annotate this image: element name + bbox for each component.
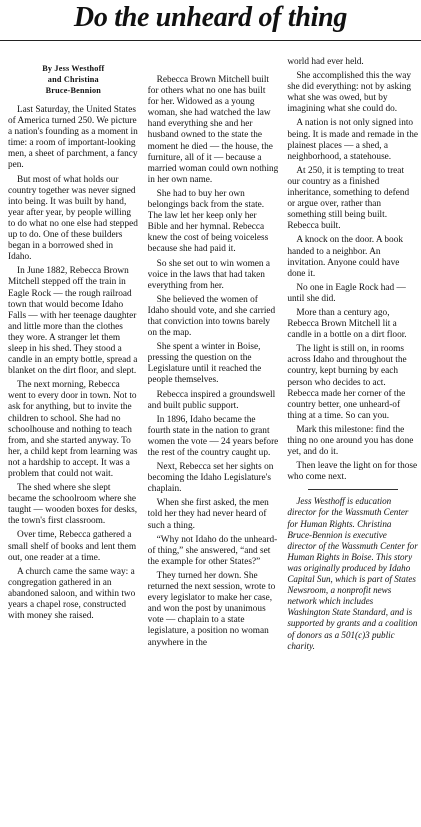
paragraph: Mark this milestone: find the thing no one around you has done yet, and do it. — [287, 424, 414, 458]
paragraph: The shed where she slept became the schoolroom where she taught — wooden boxes for desks, the town's first classroom. — [8, 483, 138, 527]
headline-rule — [0, 40, 421, 41]
paragraph: So she set out to win women a voice in the laws that had taken everything from her. — [147, 258, 271, 291]
paragraph: They turned her down. She returned the next session, wrote to every legislator to make her case, and won the post by unanimous vote — chaplain to a state legislature, a position no woman anywhere in the — [147, 570, 276, 648]
paragraph: In June 1882, Rebecca Brown Mitchell stepped off the train in Eagle Rock — the rough railroad town that would become Idaho Falls — with her teenage daughter and little more than the clothes they wore. A stranger let them sleep in his shed. They stood a candle in an empty bottle, spread a blanket on the dirt floor, and slept. — [8, 266, 138, 377]
paragraph: Next, Rebecca set her sights on becoming the Idaho Legislature's chaplain. — [147, 462, 274, 495]
column-3 — [287, 57, 418, 823]
paragraph: She had to buy her own belongings back from the state. The law let her keep only her Bible and her hymnal. Rebecca knew the cost of being voiceless because she had paid it. — [147, 188, 269, 255]
author-bio-text: Jess Westhoff is education director for the Wassmuth Center for Human Rights. Christina Bruce-Bennion is executive director of the Wassmuth Center for Human Rights in Boise. This story was originally produced by Idaho Capital Sun, which is part of States Newsroom, a nonprofit news network which includes Washington State Standard, and is supported by grants and a coalition of donors as a 501(c)3 public charity. — [287, 496, 418, 651]
paragraph: When she first asked, the men told her they had never heard of such a thing. — [147, 498, 269, 531]
paragraph: She believed the women of Idaho should vote, and she carried that conviction into towns barely on the map. — [147, 294, 276, 339]
column-1 — [8, 63, 139, 823]
paragraph: But most of what holds our country together was never signed into being. It was built by hand, year after year, by people willing to do what no one else had stepped up to do. One of these builders began in a borrowed shed in Idaho. — [8, 174, 138, 263]
paragraph: world had ever held. — [287, 57, 364, 67]
author-bio — [287, 496, 418, 651]
byline-line-2: and Christina — [47, 75, 99, 84]
paragraph: Rebecca Brown Mitchell built for others what no one has built for her. Widowed as a young woman, she had watched the law hand everything she and her husband owned to the state the moment he died — the house, the furniture, all of it — because a married woman could own nothing in her own name. — [147, 75, 279, 185]
paragraph: A church came the same way: a congregation gathered in an abandoned saloon, and within two years a chapel rose, constructed with money she raised. — [8, 566, 136, 622]
paragraph: The light is still on, in rooms across Idaho and throughout the country, kept burning by each person who decides to act. Rebecca made her corner of the country better, one unheard-of thing at a time. So can you. — [287, 344, 407, 421]
paragraph: “Why not Idaho do the unheard-of thing,” she answered, “and set the example for other States?” — [147, 534, 278, 567]
paragraph: No one in Eagle Rock had — until she did. — [287, 282, 406, 304]
paragraph: Last Saturday, the United States of America turned 250. We picture a nation's founding as a moment in time: a room of important-looking men, a sheet of parchment, a fancy pen. — [8, 105, 138, 171]
paragraph: Over time, Rebecca gathered a small shelf of books and lent them out, one reader at a time. — [8, 530, 137, 563]
paragraph: More than a century ago, Rebecca Brown Mitchell lit a candle in a bottle on a dirt floor. — [287, 307, 407, 341]
paragraph: At 250, it is tempting to treat our country as a finished inheritance, something to defend or argue over, rather than something still being built. Rebecca built. — [287, 165, 410, 232]
paragraph: In 1896, Idaho became the fourth state in the nation to grant women the vote — 24 years before the rest of the country caught up. — [147, 414, 279, 458]
paragraph: She spent a winter in Boise, pressing the question on the Legislature until it reached the people themselves. — [147, 342, 262, 386]
paragraph: Then leave the light on for those who come next. — [287, 461, 418, 483]
article-columns — [8, 57, 418, 823]
paragraph: A nation is not only signed into being. It is made and remade in the plainest places — a shed, a neighborhood, a statehouse. — [287, 118, 418, 162]
byline — [8, 63, 139, 96]
byline-line-1: By Jess Westhoff — [42, 64, 105, 73]
paragraph: Rebecca inspired a groundswell and built public support. — [147, 389, 276, 411]
column-2 — [148, 75, 279, 823]
headline: Do the unheard of thing — [73, 2, 348, 33]
byline-line-3: Bruce-Bennion — [45, 86, 102, 95]
paragraph: A knock on the door. A book handed to a neighbor. An invitation. Anyone could have done it. — [287, 235, 403, 279]
author-bio-divider — [308, 489, 398, 490]
paragraph: She accomplished this the way she did everything: not by asking what she was owed, but by imagining what she could do. — [287, 71, 412, 115]
paragraph: The next morning, Rebecca went to every door in town. Not to ask for anything, but to invite the children to school. She had no schoolhouse and nothing to teach from, and she started anyway. To her, a child kept from learning was not a hardship to accept. It was a problem that could not wait. — [8, 380, 138, 479]
